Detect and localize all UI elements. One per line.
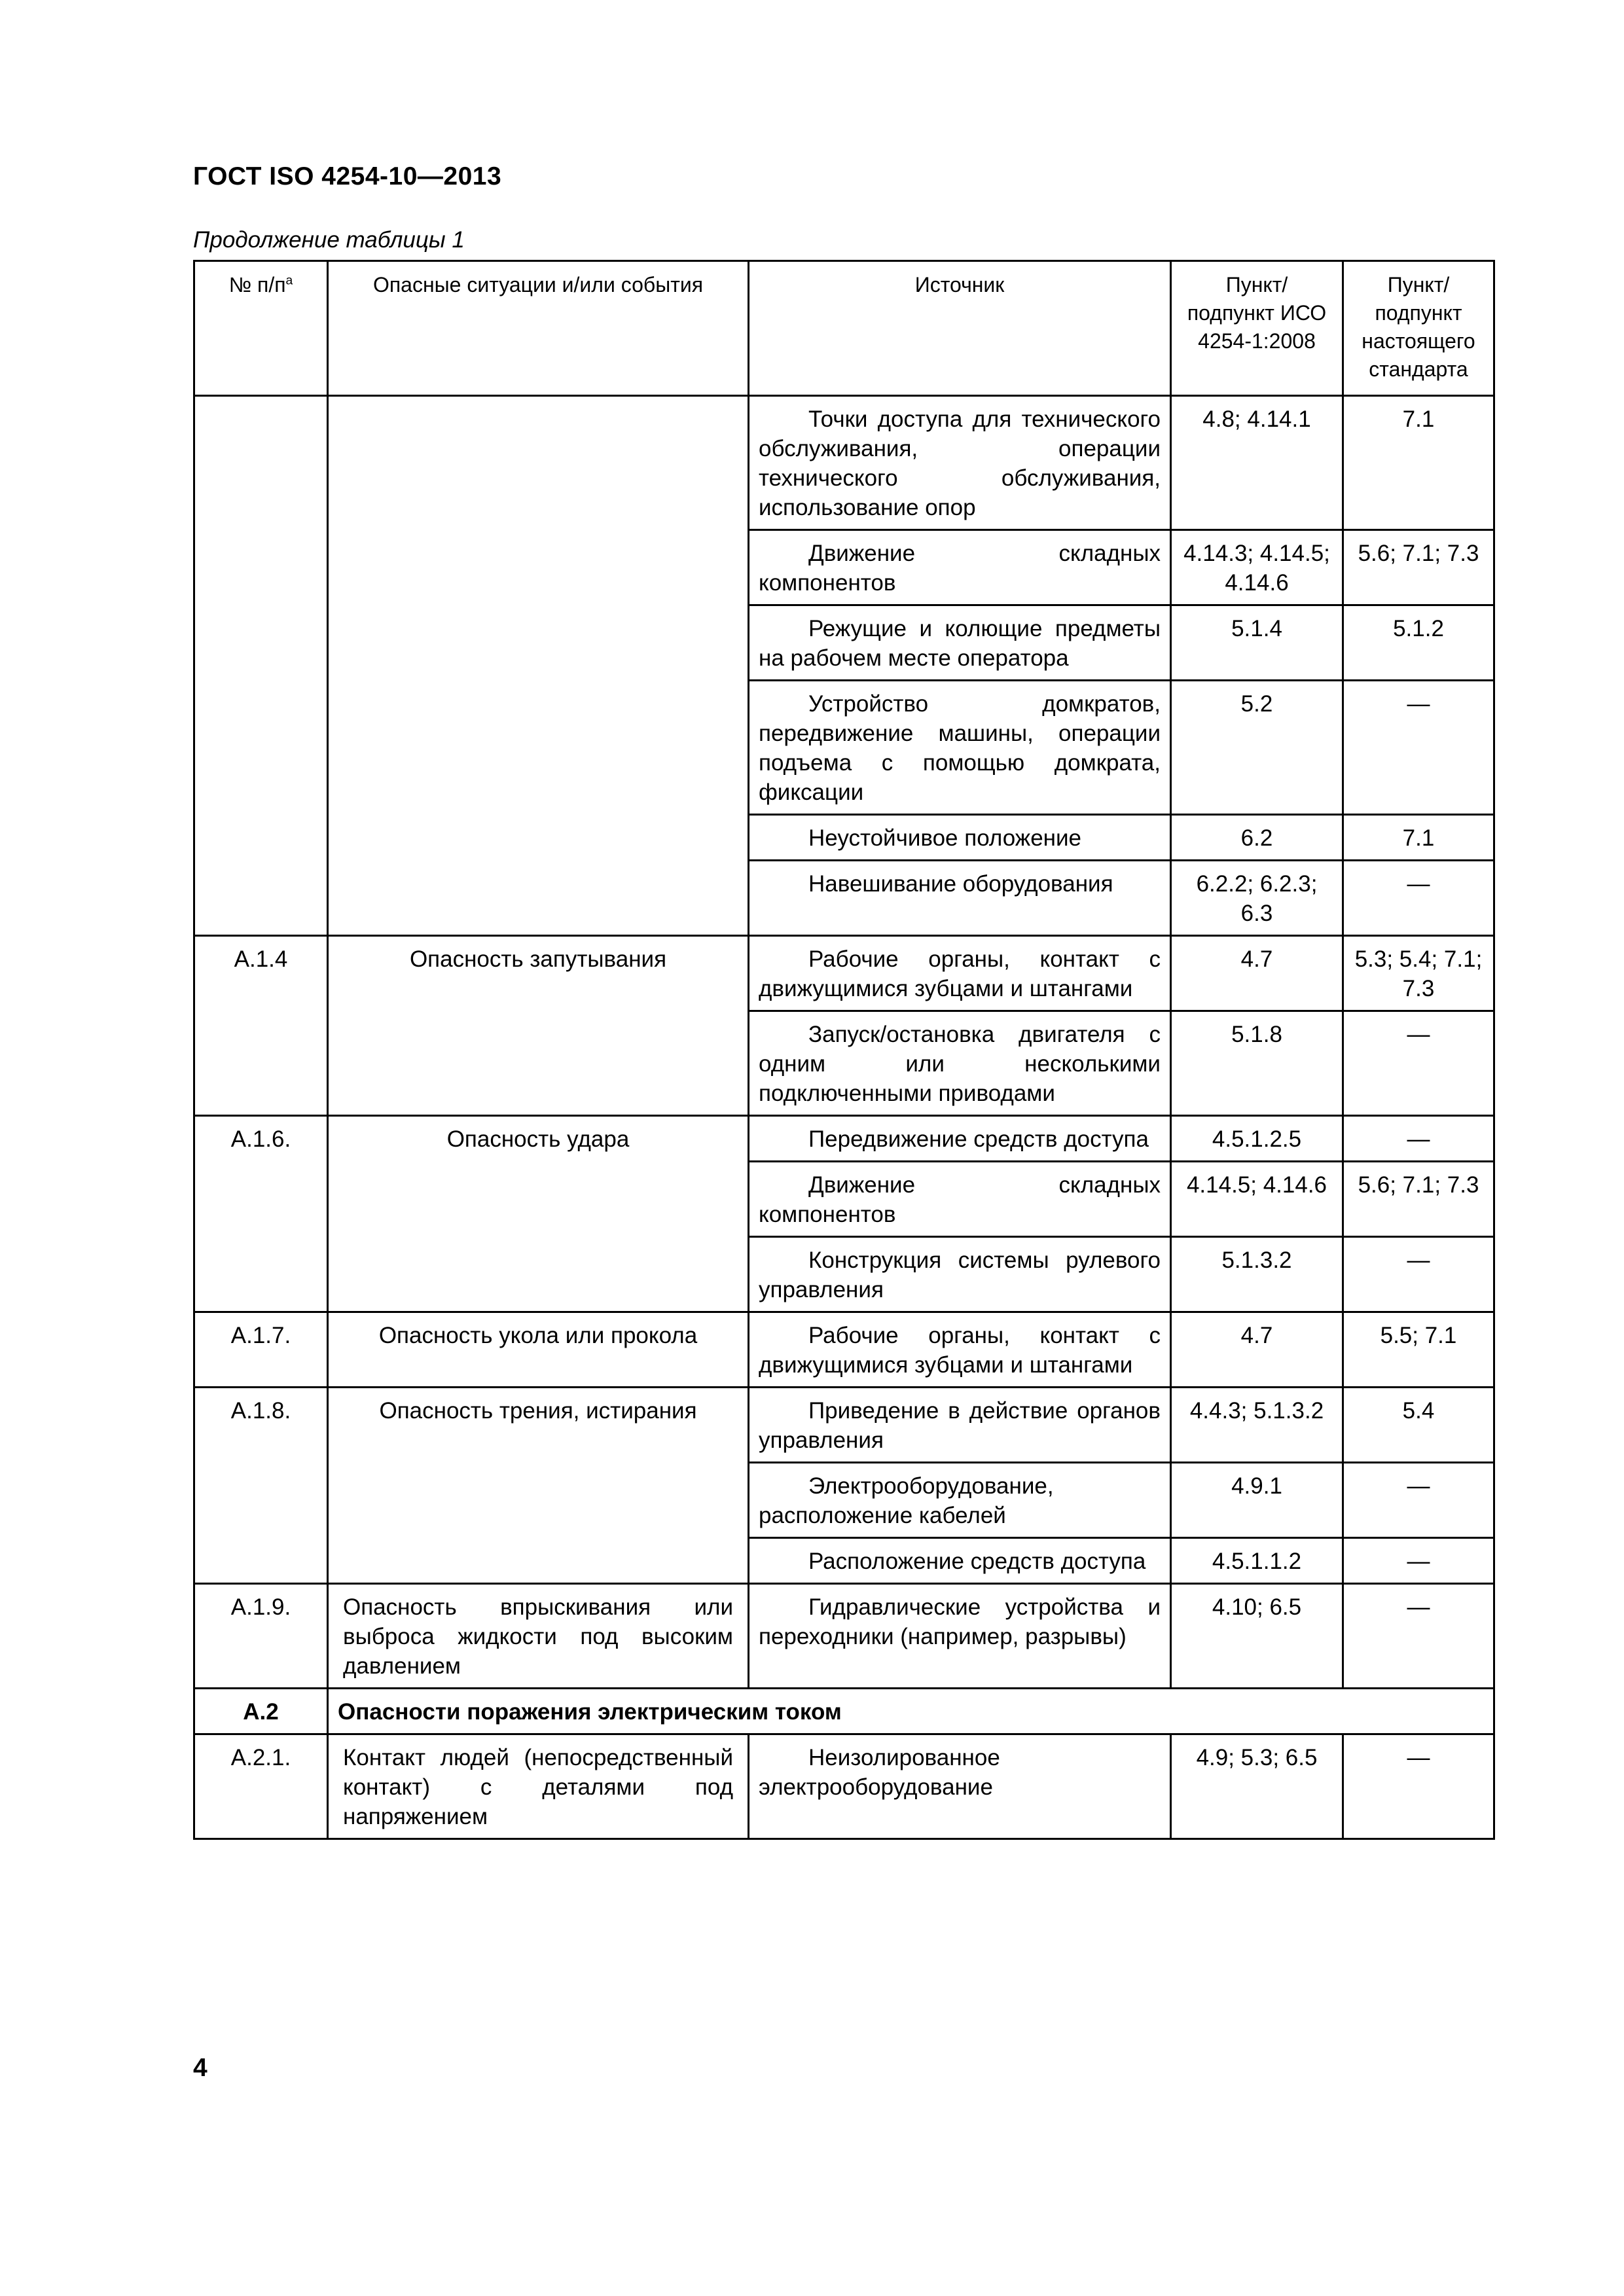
cell-iso: 4.5.1.2.5 bbox=[1171, 1116, 1343, 1162]
table-row bbox=[194, 1312, 1494, 1388]
cell-hazard: Контакт людей (непосредственный контакт) с деталями под напряжением bbox=[328, 1734, 749, 1839]
cell-source: Точки доступа для технического обслуживания, операции технического обслуживания, использование опор bbox=[749, 396, 1171, 530]
cell-num: А.2.1. bbox=[194, 1734, 328, 1839]
header-hazard: Опасные ситуации и/или события bbox=[328, 261, 749, 396]
cell-source: Гидравлические устройства и переходники (например, разрывы) bbox=[749, 1584, 1171, 1689]
header-source: Источник bbox=[749, 261, 1171, 396]
cell-std: — bbox=[1343, 1116, 1494, 1162]
cell-hazard: Опасность запутывания bbox=[328, 936, 749, 1116]
cell-iso: 4.14.3; 4.14.5; 4.14.6 bbox=[1171, 530, 1343, 605]
cell-iso: 4.14.5; 4.14.6 bbox=[1171, 1162, 1343, 1237]
header-std-clause: Пункт/ подпункт настоящего стандарта bbox=[1343, 261, 1494, 396]
cell-iso: 4.9.1 bbox=[1171, 1463, 1343, 1538]
cell-source: Приведение в действие органов управления bbox=[749, 1388, 1171, 1463]
cell-iso: 6.2 bbox=[1171, 815, 1343, 861]
cell-source: Устройство домкратов, передвижение машины, операции подъема с помощью домкрата, фиксации bbox=[749, 681, 1171, 815]
cell-std: 7.1 bbox=[1343, 396, 1494, 530]
cell-num bbox=[194, 396, 328, 936]
table-group-row bbox=[194, 1689, 1494, 1734]
cell-iso: 4.8; 4.14.1 bbox=[1171, 396, 1343, 530]
cell-source: Электрооборудование, расположение кабелей bbox=[749, 1463, 1171, 1538]
cell-iso: 6.2.2; 6.2.3; 6.3 bbox=[1171, 861, 1343, 936]
cell-std: 5.3; 5.4; 7.1; 7.3 bbox=[1343, 936, 1494, 1011]
cell-iso: 5.1.3.2 bbox=[1171, 1237, 1343, 1312]
cell-iso: 5.1.4 bbox=[1171, 605, 1343, 681]
cell-std: — bbox=[1343, 861, 1494, 936]
cell-std: 5.5; 7.1 bbox=[1343, 1312, 1494, 1388]
cell-hazard: Опасность удара bbox=[328, 1116, 749, 1312]
cell-source: Режущие и колющие предметы на рабочем месте оператора bbox=[749, 605, 1171, 681]
cell-source: Передвижение средств доступа bbox=[749, 1116, 1171, 1162]
cell-iso: 4.7 bbox=[1171, 936, 1343, 1011]
hazard-table bbox=[193, 260, 1495, 1840]
table-header-row bbox=[194, 261, 1494, 396]
cell-num: А.1.9. bbox=[194, 1584, 328, 1689]
cell-hazard bbox=[328, 396, 749, 936]
cell-std: — bbox=[1343, 1538, 1494, 1584]
cell-hazard: Опасность укола или прокола bbox=[328, 1312, 749, 1388]
cell-source: Движение складных компонентов bbox=[749, 530, 1171, 605]
table-row bbox=[194, 1388, 1494, 1463]
table-row bbox=[194, 1584, 1494, 1689]
cell-std: 5.6; 7.1; 7.3 bbox=[1343, 530, 1494, 605]
cell-iso: 5.2 bbox=[1171, 681, 1343, 815]
cell-source: Навешивание оборудования bbox=[749, 861, 1171, 936]
group-title: Опасности поражения электрическим током bbox=[328, 1689, 1494, 1734]
cell-iso: 5.1.8 bbox=[1171, 1011, 1343, 1116]
cell-hazard: Опасность трения, истирания bbox=[328, 1388, 749, 1584]
cell-iso: 4.7 bbox=[1171, 1312, 1343, 1388]
cell-iso: 4.9; 5.3; 6.5 bbox=[1171, 1734, 1343, 1839]
cell-std: 5.4 bbox=[1343, 1388, 1494, 1463]
page-number: 4 bbox=[193, 2054, 208, 2082]
cell-std: 5.6; 7.1; 7.3 bbox=[1343, 1162, 1494, 1237]
cell-iso: 4.4.3; 5.1.3.2 bbox=[1171, 1388, 1343, 1463]
table-row bbox=[194, 936, 1494, 1011]
cell-source: Неизолированное электрооборудование bbox=[749, 1734, 1171, 1839]
cell-std: — bbox=[1343, 1237, 1494, 1312]
header-num: № $п/п^a$ bbox=[194, 261, 328, 396]
cell-source: Рабочие органы, контакт с движущимися зубцами и штангами bbox=[749, 1312, 1171, 1388]
cell-source: Рабочие органы, контакт с движущимися зубцами и штангами bbox=[749, 936, 1171, 1011]
cell-source: Движение складных компонентов bbox=[749, 1162, 1171, 1237]
cell-num: А.2 bbox=[194, 1689, 328, 1734]
table-caption: Продолжение таблицы 1 bbox=[193, 227, 465, 253]
cell-num: А.1.6. bbox=[194, 1116, 328, 1312]
cell-std: 7.1 bbox=[1343, 815, 1494, 861]
table-row bbox=[194, 1734, 1494, 1839]
cell-std: 5.1.2 bbox=[1343, 605, 1494, 681]
cell-std: — bbox=[1343, 1463, 1494, 1538]
cell-source: Неустойчивое положение bbox=[749, 815, 1171, 861]
cell-iso: 4.10; 6.5 bbox=[1171, 1584, 1343, 1689]
table-row bbox=[194, 396, 1494, 530]
document-header: ГОСТ ISO 4254-10—2013 bbox=[193, 162, 502, 190]
cell-source: Конструкция системы рулевого управления bbox=[749, 1237, 1171, 1312]
cell-std: — bbox=[1343, 681, 1494, 815]
cell-source: Запуск/остановка двигателя с одним или несколькими подключенными приводами bbox=[749, 1011, 1171, 1116]
cell-std: — bbox=[1343, 1011, 1494, 1116]
cell-source: Расположение средств доступа bbox=[749, 1538, 1171, 1584]
cell-std: — bbox=[1343, 1734, 1494, 1839]
cell-num: А.1.8. bbox=[194, 1388, 328, 1584]
cell-num: А.1.4 bbox=[194, 936, 328, 1116]
cell-num: А.1.7. bbox=[194, 1312, 328, 1388]
cell-iso: 4.5.1.1.2 bbox=[1171, 1538, 1343, 1584]
cell-std: — bbox=[1343, 1584, 1494, 1689]
header-iso-clause: Пункт/ подпункт ИСО 4254-1:2008 bbox=[1171, 261, 1343, 396]
cell-hazard: Опасность впрыскивания или выброса жидкости под высоким давлением bbox=[328, 1584, 749, 1689]
table-row bbox=[194, 1116, 1494, 1162]
